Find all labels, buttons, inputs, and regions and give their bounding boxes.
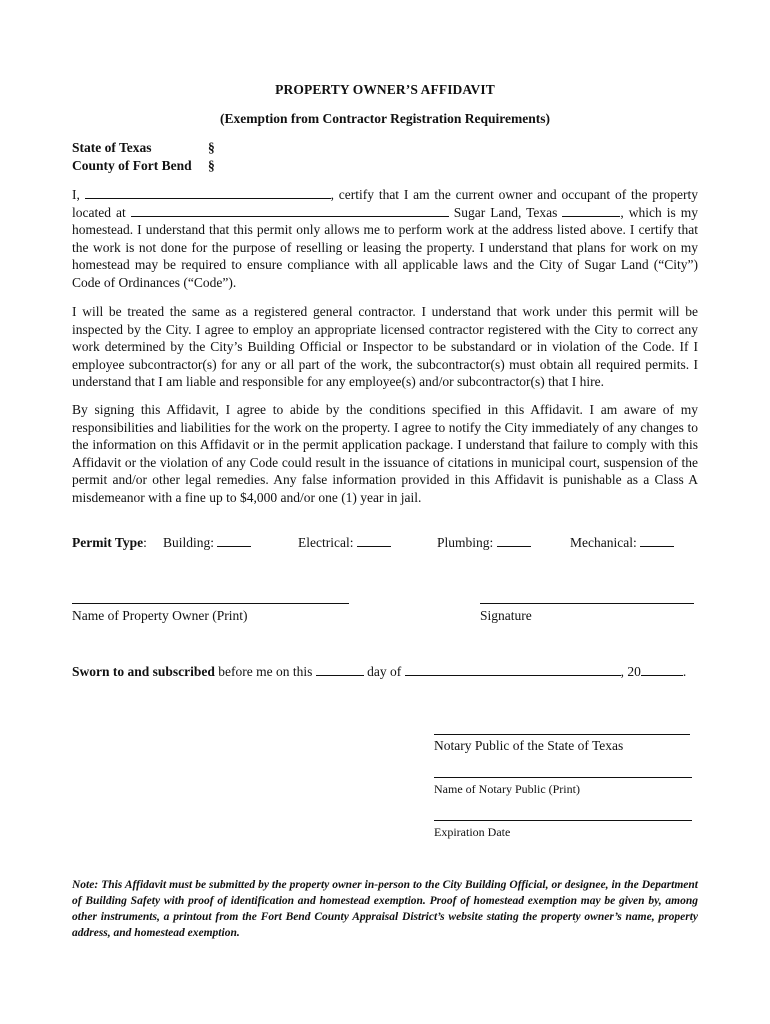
property-address-blank[interactable] <box>131 204 449 217</box>
paragraph-contractor-terms: I will be treated the same as a registered general contractor. I understand that work under this permit will be inspected by the City. I agree to employ an appropriate licensed contractor registered with the City to correct any work determined by the City’s Building Official or Inspector to be substandard or in violation of the Code. If I employee subcontractor(s) for any or all part of the work, the subcontractor(s) must obtain all required permits. I understand that I am liable and responsible for any employee(s) and/or subcontractor(s) that I hire. <box>72 304 698 389</box>
zip-code-blank[interactable] <box>562 204 620 217</box>
sworn-day-of-text: day of <box>367 664 402 679</box>
sworn-year-prefix: , 20 <box>620 664 641 679</box>
permit-building <box>163 535 251 551</box>
county-line <box>72 158 215 174</box>
permit-building-blank[interactable] <box>217 535 251 547</box>
sworn-year-blank[interactable] <box>641 664 683 676</box>
signature-line[interactable] <box>480 603 694 604</box>
section-symbol: § <box>208 158 215 173</box>
paragraph-conditions: By signing this Affidavit, I agree to abide by the conditions specified in this Affidavit. I am aware of my responsibilities and liabilities for the work on the property. I agree to notify the City immediately of any changes to the information on this Affidavit or in the permit application package. I understand that failure to comply with this Affidavit or the violation of any Code could result in the issuance of citations in municipal court, suspension of the permit and/or other legal remedies. Any false information provided in this Affidavit is punishable as a Class A misdemeanor with a fine up to $4,000 and/or one (1) year in jail. <box>72 402 698 505</box>
paragraph-certification <box>72 186 698 291</box>
text-i: I, <box>72 187 80 202</box>
permit-type-colon: : <box>143 535 147 550</box>
notary-name-line[interactable] <box>434 777 692 778</box>
permit-mechanical-label: Mechanical: <box>570 535 637 550</box>
permit-building-label: Building: <box>163 535 215 550</box>
permit-electrical-blank[interactable] <box>357 535 391 547</box>
section-symbol: § <box>208 140 215 155</box>
document-subtitle: (Exemption from Contractor Registration Requirements) <box>220 111 550 126</box>
permit-electrical-label: Electrical: <box>298 535 354 550</box>
permit-mechanical <box>570 535 674 551</box>
signature-label: Signature <box>480 608 532 623</box>
notary-name-label: Name of Notary Public (Print) <box>434 782 580 796</box>
state-label: State of Texas <box>72 140 152 155</box>
owner-name-line[interactable] <box>72 603 349 604</box>
owner-name-label: Name of Property Owner (Print) <box>72 608 248 623</box>
sworn-month-blank[interactable] <box>405 664 621 676</box>
sworn-before-text: before me on this <box>214 664 313 679</box>
permit-type-row <box>72 535 147 551</box>
text-certify: , certify that I am the current owner and occupant of the property located at <box>72 187 698 220</box>
expiration-date-line[interactable] <box>434 820 692 821</box>
sworn-bold-text: Sworn to and subscribed <box>72 664 215 679</box>
sworn-day-blank[interactable] <box>316 664 364 676</box>
permit-electrical <box>298 535 391 551</box>
permit-type-label: Permit Type <box>72 535 144 550</box>
sworn-line <box>72 664 686 680</box>
permit-plumbing-label: Plumbing: <box>437 535 494 550</box>
notary-public-label: Notary Public of the State of Texas <box>434 738 624 753</box>
expiration-date-label: Expiration Date <box>434 825 511 839</box>
permit-plumbing-blank[interactable] <box>497 535 531 547</box>
submission-note: Note: This Affidavit must be submitted by the property owner in-person to the City Building Official, or designee, in the Department of Building Safety with proof of identification and homestead exemption. Proof of homestead exemption may be given by, among other instruments, a printout from the Fort Bend County Appraisal District’s website stating the property owner’s name, property address, and homestead exemption. <box>72 879 698 939</box>
owner-name-blank[interactable] <box>85 186 331 199</box>
sworn-period: . <box>682 664 687 679</box>
text-city-state: Sugar Land, Texas <box>453 204 558 220</box>
state-line <box>72 140 215 156</box>
permit-plumbing <box>437 535 531 551</box>
permit-mechanical-blank[interactable] <box>640 535 674 547</box>
document-title: PROPERTY OWNER’S AFFIDAVIT <box>275 82 495 97</box>
text-homestead: , which is my homestead. I understand that this permit only allows me to perform work at the address listed above. I certify that the work is not done for the purpose of reselling or leasing the property. I understand that plans for work on my homestead may be required to ensure compliance with all applicable laws and the City of Sugar Land (“City”) Code of Ordinances (“Code”). <box>72 204 698 290</box>
notary-signature-line[interactable] <box>434 734 690 735</box>
county-label: County of Fort Bend <box>72 158 192 173</box>
